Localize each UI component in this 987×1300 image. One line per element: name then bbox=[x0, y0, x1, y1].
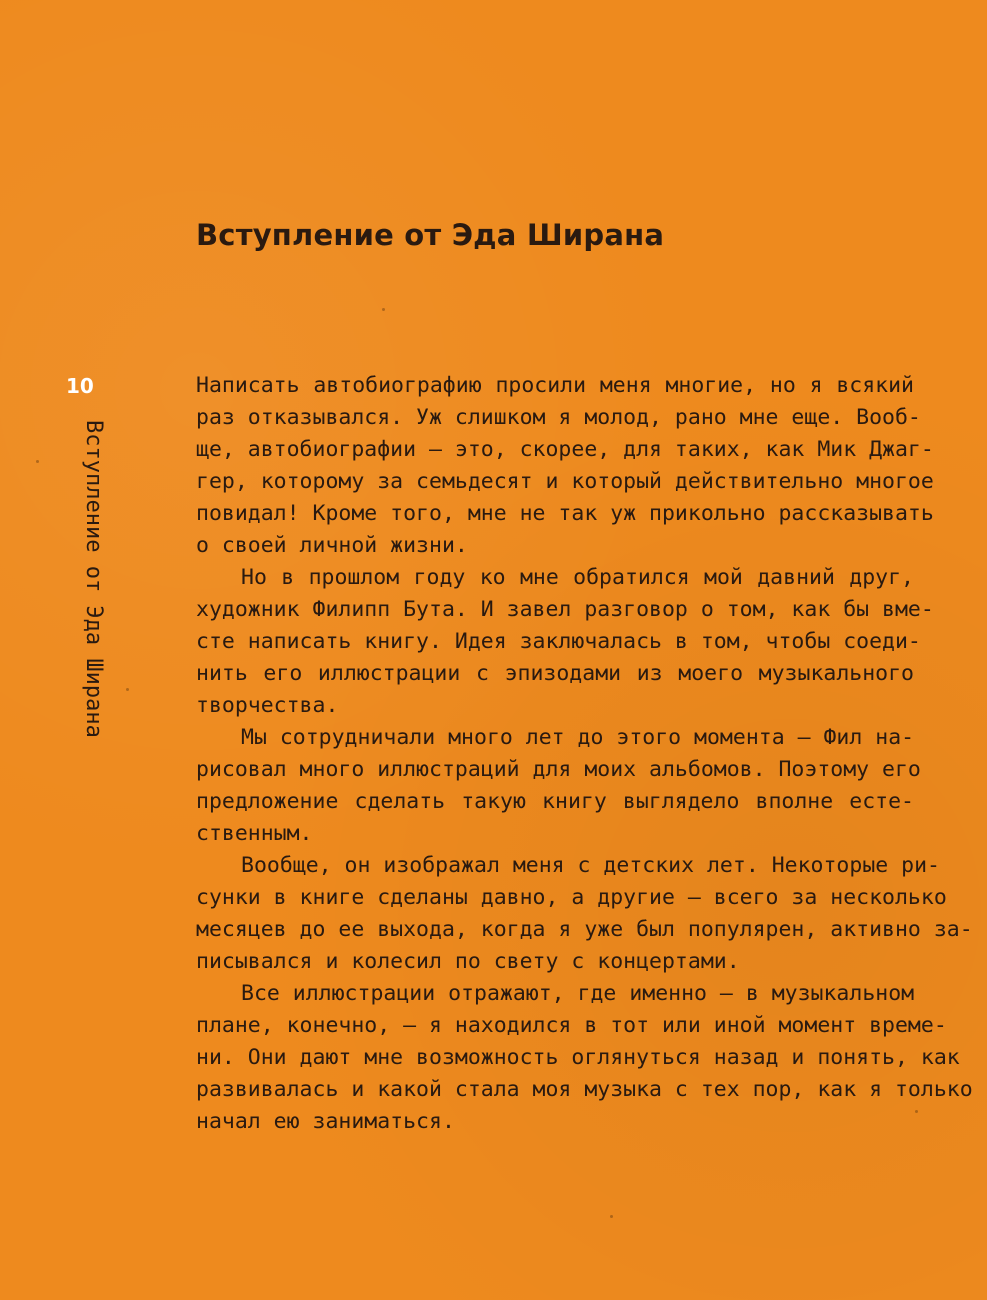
text-line: плане, конечно, — я находился в тот или иной момент време- bbox=[196, 1013, 947, 1038]
text-line: Вообще, он изображал меня с детских лет. Некоторые ри- bbox=[241, 853, 940, 878]
text-line: Но в прошлом году ко мне обратился мой давний друг, bbox=[241, 565, 914, 590]
text-line: сте написать книгу. Идея заключалась в том, чтобы соеди- bbox=[196, 629, 921, 654]
text-line: о своей личной жизни. bbox=[196, 533, 468, 558]
running-head: Вступление от Эда Ширана bbox=[81, 420, 106, 738]
text-line: раз отказывался. Уж слишком я молод, рано мне еще. Вооб- bbox=[196, 405, 921, 430]
paragraph-3 bbox=[196, 722, 921, 850]
paragraph-1 bbox=[196, 370, 934, 562]
text-line: месяцев до ее выхода, когда я уже был популярен, активно за- bbox=[196, 917, 973, 942]
text-line: сунки в книге сделаны давно, а другие — всего за несколько bbox=[196, 885, 947, 910]
text-line: начал ею заниматься. bbox=[196, 1109, 455, 1134]
paper-speck bbox=[915, 1110, 918, 1113]
paragraph-4 bbox=[196, 850, 973, 978]
text-line: рисовал много иллюстраций для моих альбомов. Поэтому его bbox=[196, 757, 921, 782]
text-line: ни. Они дают мне возможность оглянуться назад и понять, как bbox=[196, 1045, 960, 1070]
paper-speck bbox=[382, 308, 385, 311]
text-line: ственным. bbox=[196, 821, 313, 846]
text-line: повидал! Кроме того, мне не так уж прикольно рассказывать bbox=[196, 501, 934, 526]
chapter-title: Вступление от Эда Ширана bbox=[196, 218, 665, 252]
text-line: Все иллюстрации отражают, где именно — в музыкальном bbox=[241, 981, 915, 1006]
text-line: Написать автобиографию просили меня многие, но я всякий bbox=[196, 373, 914, 398]
text-line: творчества. bbox=[196, 693, 339, 718]
text-line: гер, которому за семьдесят и который действительно многое bbox=[196, 469, 934, 494]
text-line: нить его иллюстрации с эпизодами из моего музыкального bbox=[196, 661, 914, 686]
text-line: ще, автобиографии — это, скорее, для таких, как Мик Джаг- bbox=[196, 437, 934, 462]
paper-speck bbox=[610, 1215, 613, 1218]
text-line: развивалась и какой стала моя музыка с тех пор, как я только bbox=[196, 1077, 973, 1102]
text-line: художник Филипп Бута. И завел разговор о том, как бы вме- bbox=[196, 597, 934, 622]
body-text bbox=[196, 370, 973, 1138]
text-line: Мы сотрудничали много лет до этого момента — Фил на- bbox=[241, 725, 915, 750]
paragraph-2 bbox=[196, 562, 934, 722]
paragraph-5 bbox=[196, 978, 973, 1138]
paper-speck bbox=[36, 460, 39, 463]
page-number: 10 bbox=[66, 374, 94, 398]
paper-speck bbox=[126, 688, 129, 691]
text-line: предложение сделать такую книгу выглядело вполне есте- bbox=[196, 789, 914, 814]
text-line: писывался и колесил по свету с концертами. bbox=[196, 949, 740, 974]
